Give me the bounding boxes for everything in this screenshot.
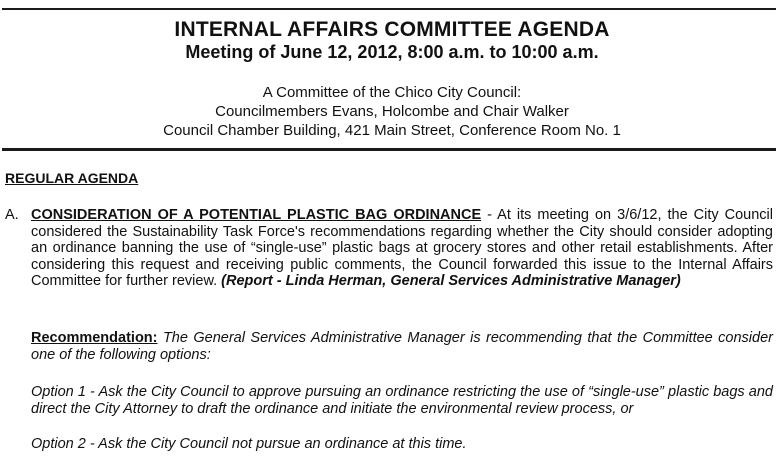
agenda-title: INTERNAL AFFAIRS COMMITTEE AGENDA	[174, 18, 610, 41]
item-letter: A.	[5, 207, 19, 223]
option-1: Option 1 - Ask the City Council to approve pursuing an ordinance restricting the use of “single-use” plastic bags and direct the City Attorney to draft the ordinance and initiate the environmental review process, or	[31, 384, 773, 417]
recommendation-text: The General Services Administrative Manager is recommending that the Committee consider one of the following options:	[31, 330, 773, 363]
top-divider	[2, 8, 776, 10]
committee-line: A Committee of the Chico City Council:	[262, 84, 522, 101]
item-report: (Report - Linda Herman, General Services Administrative Manager)	[221, 273, 681, 289]
section-heading: REGULAR AGENDA	[5, 170, 139, 186]
item-description: - At its meeting on 3/6/12, the City Council considered the Sustainability Task Force's recommendations regarding whether the City should consider adopting an ordinance banning the use of “single-use” plastic bags at grocery stores and other retail establishments. After considering this request and receiving public comments, the Council forwarded this issue to the Internal Affairs Committee for further review.	[31, 207, 773, 289]
option-2: Option 2 - Ask the City Council not pursue an ordinance at this time.	[31, 436, 467, 452]
recommendation-label: Recommendation:	[31, 330, 158, 346]
item-title: CONSIDERATION OF A POTENTIAL PLASTIC BAG ORDINANCE	[31, 207, 482, 223]
committee-location-line: Council Chamber Building, 421 Main Street, Conference Room No. 1	[163, 122, 621, 139]
meeting-date-time: Meeting of June 12, 2012, 8:00 a.m. to 10:00 a.m.	[185, 42, 599, 62]
committee-members-line: Councilmembers Evans, Holcombe and Chair Walker	[215, 103, 569, 120]
agenda-item-a	[5, 207, 773, 290]
item-body	[31, 207, 773, 290]
committee-info	[0, 83, 784, 140]
recommendation	[31, 330, 773, 363]
header-divider	[2, 148, 776, 151]
